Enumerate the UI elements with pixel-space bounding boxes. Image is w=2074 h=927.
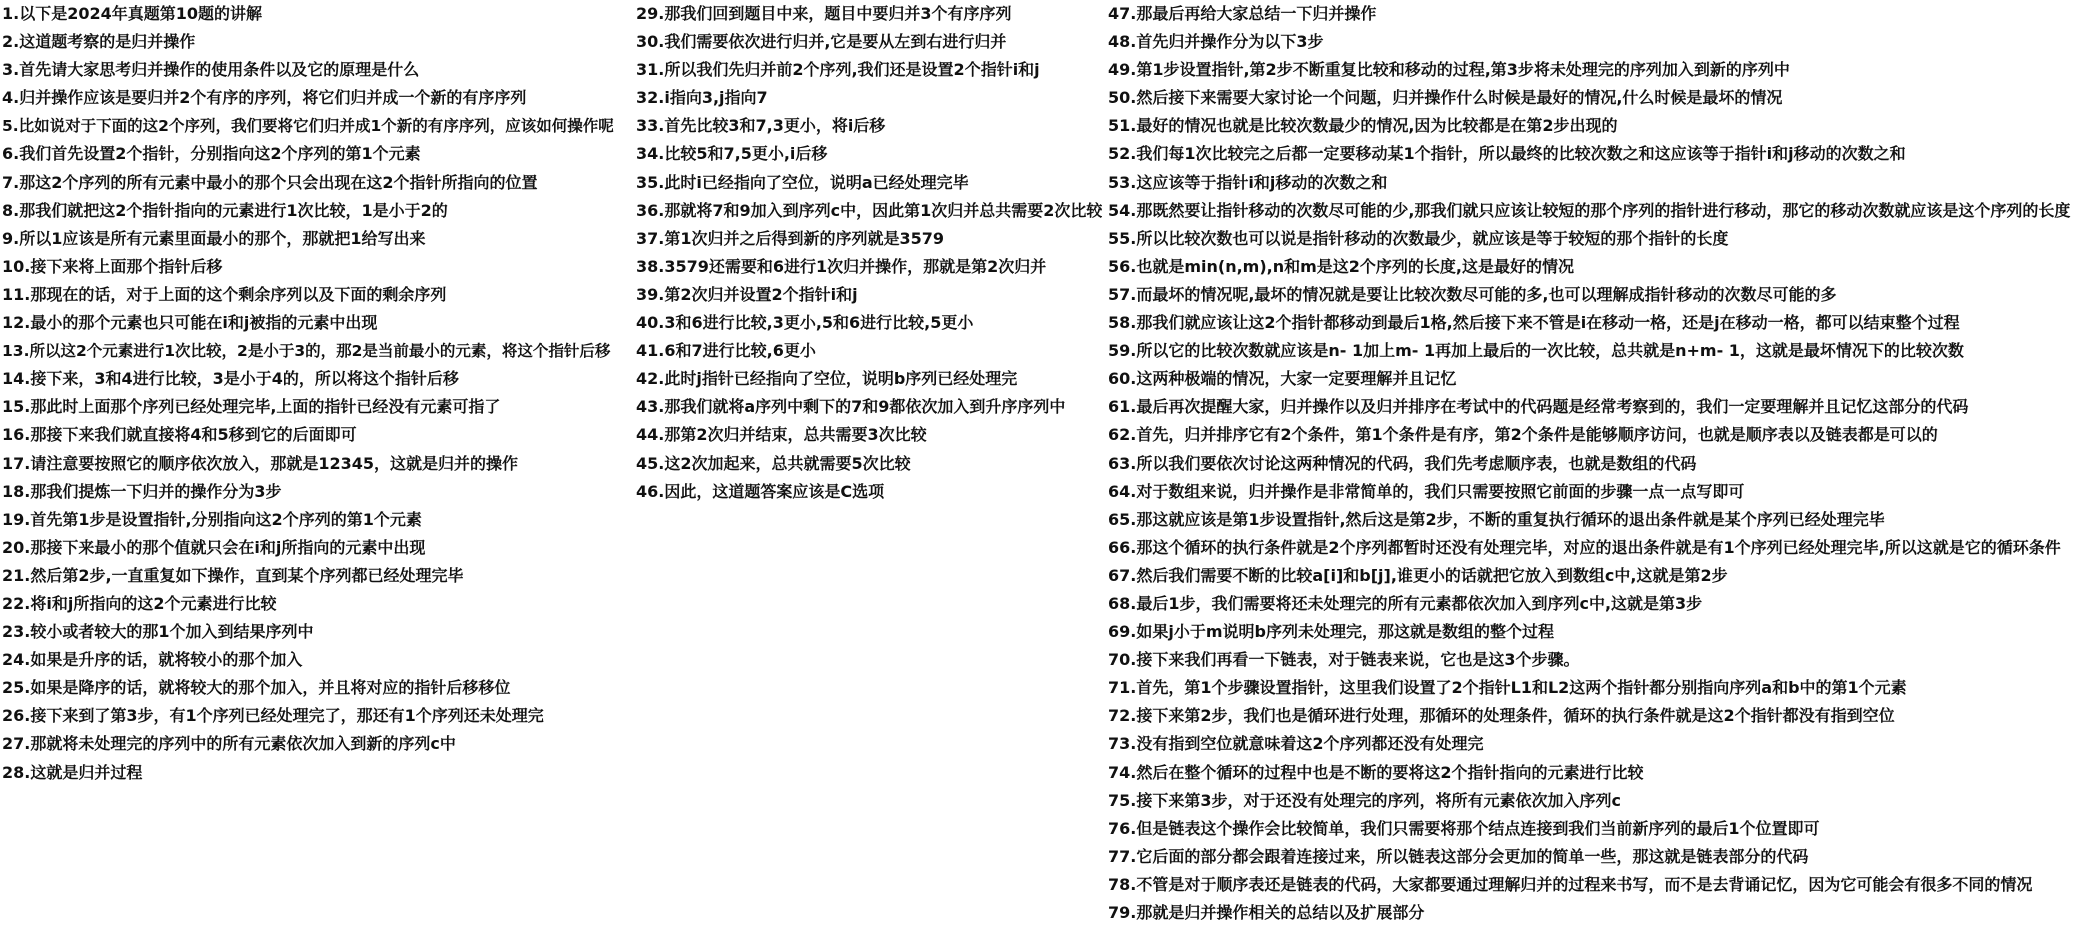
transcript-line: 38.3579还需要和6进行1次归并操作，那就是第2次归并 <box>636 256 1047 276</box>
transcript-line: 76.但是链表这个操作会比较简单，我们只需要将那个结点连接到我们当前新序列的最后1个位置即可 <box>1108 818 1820 838</box>
transcript-line: 31.所以我们先归并前2个序列,我们还是设置2个指针i和j <box>636 60 1040 80</box>
transcript-line: 56.也就是min(n,m),n和m是这2个序列的长度,这是最好的情况 <box>1108 256 1575 276</box>
transcript-line: 46.因此，这道题答案应该是C选项 <box>636 481 885 501</box>
transcript-line: 73.没有指到空位就意味着这2个序列都还没有处理完 <box>1108 734 1484 754</box>
transcript-line: 12.最小的那个元素也只可能在i和j被指的元素中出现 <box>2 313 378 333</box>
transcript-line: 22.将i和j所指向的这2个元素进行比较 <box>2 593 277 613</box>
transcript-line: 2.这道题考察的是归并操作 <box>2 32 196 52</box>
transcript-line: 41.6和7进行比较,6更小 <box>636 341 816 361</box>
transcript-line: 50.然后接下来需要大家讨论一个问题，归并操作什么时候是最好的情况,什么时候是最坏的情况 <box>1108 88 1783 108</box>
transcript-line: 37.第1次归并之后得到新的序列就是3579 <box>636 228 945 248</box>
transcript-line: 48.首先归并操作分为以下3步 <box>1108 32 1324 52</box>
transcript-line: 49.第1步设置指针,第2步不断重复比较和移动的过程,第3步将未处理完的序列加入到新的序列中 <box>1108 60 1790 80</box>
transcript-line: 78.不管是对于顺序表还是链表的代码，大家都要通过理解归并的过程来书写，而不是去背诵记忆，因为它可能会有很多不同的情况 <box>1108 874 2033 894</box>
transcript-line: 59.所以它的比较次数就应该是n- 1加上m- 1再加上最后的一次比较，总共就是n+m- 1，这就是最坏情况下的比较次数 <box>1108 341 1964 361</box>
transcript-line: 17.请注意要按照它的顺序依次放入，那就是12345，这就是归并的操作 <box>2 453 519 473</box>
transcript-line: 26.接下来到了第3步，有1个序列已经处理完了，那还有1个序列还未处理完 <box>2 706 544 726</box>
transcript-line: 45.这2次加起来，总共就需要5次比较 <box>636 453 911 473</box>
transcript-line: 51.最好的情况也就是比较次数最少的情况,因为比较都是在第2步出现的 <box>1108 116 1618 136</box>
transcript-line: 34.比较5和7,5更小,i后移 <box>636 144 828 164</box>
transcript-line: 42.此时j指针已经指向了空位，说明b序列已经处理完 <box>636 369 1018 389</box>
transcript-line: 54.那既然要让指针移动的次数尽可能的少,那我们就只应该让较短的那个序列的指针进行移动，那它的移动次数就应该是这个序列的长度 <box>1108 200 2071 220</box>
transcript-line: 4.归并操作应该是要归并2个有序的序列，将它们归并成一个新的有序序列 <box>2 88 527 108</box>
transcript-line: 14.接下来，3和4进行比较，3是小于4的，所以将这个指针后移 <box>2 369 459 389</box>
transcript-line: 63.所以我们要依次讨论这两种情况的代码，我们先考虑顺序表，也就是数组的代码 <box>1108 453 1697 473</box>
transcript-line: 28.这就是归并过程 <box>2 762 143 782</box>
transcript-line: 29.那我们回到题目中来，题目中要归并3个有序序列 <box>636 4 1012 23</box>
transcript-line: 36.那就将7和9加入到序列c中，因此第1次归并总共需要2次比较 <box>636 200 1102 220</box>
transcript-line: 55.所以比较次数也可以说是指针移动的次数最少，就应该是等于较短的那个指针的长度 <box>1108 228 1729 248</box>
transcript-column-1 <box>2 0 628 787</box>
transcript-line: 7.那这2个序列的所有元素中最小的那个只会出现在这2个指针所指向的位置 <box>2 172 538 192</box>
transcript-line: 57.而最坏的情况呢,最坏的情况就是要让比较次数尽可能的多,也可以理解成指针移动的次数尽可能的多 <box>1108 284 1837 304</box>
transcript-line: 6.我们首先设置2个指针，分别指向这2个序列的第1个元素 <box>2 144 421 164</box>
transcript-line: 21.然后第2步,一直重复如下操作，直到某个序列都已经处理完毕 <box>2 565 464 585</box>
transcript-line: 70.接下来我们再看一下链表，对于链表来说，它也是这3个步骤。 <box>1108 650 1580 670</box>
transcript-line: 27.那就将未处理完的序列中的所有元素依次加入到新的序列c中 <box>2 734 456 754</box>
transcript-line: 53.这应该等于指针i和j移动的次数之和 <box>1108 172 1388 192</box>
transcript-line: 10.接下来将上面那个指针后移 <box>2 256 223 276</box>
transcript-line: 75.接下来第3步，对于还没有处理完的序列，将所有元素依次加入序列c <box>1108 790 1621 810</box>
transcript-line: 69.如果j小于m说明b序列未处理完，那这就是数组的整个过程 <box>1108 622 1554 642</box>
transcript-line: 11.那现在的话，对于上面的这个剩余序列以及下面的剩余序列 <box>2 284 447 304</box>
transcript-line: 79.那就是归并操作相关的总结以及扩展部分 <box>1108 903 1425 922</box>
transcript-line: 15.那此时上面那个序列已经处理完毕,上面的指针已经没有元素可指了 <box>2 397 501 417</box>
transcript-line: 33.首先比较3和7,3更小，将i后移 <box>636 116 886 136</box>
transcript-line: 52.我们每1次比较完之后都一定要移动某1个指针，所以最终的比较次数之和这应该等于指针i和j移动的次数之和 <box>1108 144 1906 164</box>
transcript-line: 62.首先，归并排序它有2个条件，第1个条件是有序，第2个条件是能够顺序访问，也就是顺序表以及链表都是可以的 <box>1108 425 1938 445</box>
transcript-line: 61.最后再次提醒大家，归并操作以及归并排序在考试中的代码题是经常考察到的，我们一定要理解并且记忆这部分的代码 <box>1108 397 1969 417</box>
transcript-line: 8.那我们就把这2个指针指向的元素进行1次比较，1是小于2的 <box>2 200 448 220</box>
transcript-line: 18.那我们提炼一下归并的操作分为3步 <box>2 481 282 501</box>
transcript-line: 77.它后面的部分都会跟着连接过来，所以链表这部分会更加的简单一些，那这就是链表部分的代码 <box>1108 846 1809 866</box>
transcript-line: 24.如果是升序的话，就将较小的那个加入 <box>2 650 303 670</box>
transcript-line: 60.这两种极端的情况，大家一定要理解并且记忆 <box>1108 369 1457 389</box>
transcript-line: 43.那我们就将a序列中剩下的7和9都依次加入到升序序列中 <box>636 397 1066 417</box>
transcript-line: 66.那这个循环的执行条件就是2个序列都暂时还没有处理完毕，对应的退出条件就是有1个序列已经处理完毕,所以这就是它的循环条件 <box>1108 537 2061 557</box>
transcript-line: 68.最后1步，我们需要将还未处理完的所有元素都依次加入到序列c中,这就是第3步 <box>1108 593 1703 613</box>
transcript-line: 44.那第2次归并结束，总共需要3次比较 <box>636 425 927 445</box>
transcript-column-2 <box>636 0 1102 506</box>
transcript-line: 47.那最后再给大家总结一下归并操作 <box>1108 4 1377 23</box>
transcript-line: 3.首先请大家思考归并操作的使用条件以及它的原理是什么 <box>2 60 420 80</box>
transcript-column-3 <box>1108 0 2072 927</box>
transcript-line: 40.3和6进行比较,3更小,5和6进行比较,5更小 <box>636 313 974 333</box>
transcript-line: 32.i指向3,j指向7 <box>636 88 768 108</box>
transcript-line: 72.接下来第2步，我们也是循环进行处理，那循环的处理条件，循环的执行条件就是这2个指针都没有指到空位 <box>1108 706 1895 726</box>
transcript-line: 5.比如说对于下面的这2个序列，我们要将它们归并成1个新的有序序列，应该如何操作呢 <box>2 117 614 136</box>
transcript-line: 39.第2次归并设置2个指针i和j <box>636 284 858 304</box>
transcript-line: 25.如果是降序的话，就将较大的那个加入，并且将对应的指针后移移位 <box>2 678 511 698</box>
transcript-line: 19.首先第1步是设置指针,分别指向这2个序列的第1个元素 <box>2 509 422 529</box>
transcript-line: 67.然后我们需要不断的比较a[i]和b[j],谁更小的话就把它放入到数组c中,这就是第2步 <box>1108 565 1728 585</box>
transcript-line: 20.那接下来最小的那个值就只会在i和j所指向的元素中出现 <box>2 537 426 557</box>
transcript-line: 74.然后在整个循环的过程中也是不断的要将这2个指针指向的元素进行比较 <box>1108 762 1644 782</box>
transcript-line: 16.那接下来我们就直接将4和5移到它的后面即可 <box>2 425 357 445</box>
transcript-line: 35.此时i已经指向了空位，说明a已经处理完毕 <box>636 172 969 192</box>
transcript-line: 1.以下是2024年真题第10题的讲解 <box>2 4 263 23</box>
transcript-line: 65.那这就应该是第1步设置指针,然后这是第2步，不断的重复执行循环的退出条件就是某个序列已经处理完毕 <box>1108 509 1885 529</box>
transcript-line: 23.较小或者较大的那1个加入到结果序列中 <box>2 622 314 642</box>
transcript-line: 71.首先，第1个步骤设置指针，这里我们设置了2个指针L1和L2这两个指针都分别指向序列a和b中的第1个元素 <box>1108 678 1907 698</box>
transcript-line: 58.那我们就应该让这2个指针都移动到最后1格,然后接下来不管是i在移动一格，还是j在移动一格，都可以结束整个过程 <box>1108 313 1960 333</box>
transcript-line: 30.我们需要依次进行归并,它是要从左到右进行归并 <box>636 32 1007 52</box>
transcript-line: 13.所以这2个元素进行1次比较，2是小于3的，那2是当前最小的元素，将这个指针后移 <box>2 342 611 361</box>
transcript-line: 9.所以1应该是所有元素里面最小的那个，那就把1给写出来 <box>2 228 426 248</box>
transcript-line: 64.对于数组来说，归并操作是非常简单的，我们只需要按照它前面的步骤一点一点写即可 <box>1108 481 1745 501</box>
